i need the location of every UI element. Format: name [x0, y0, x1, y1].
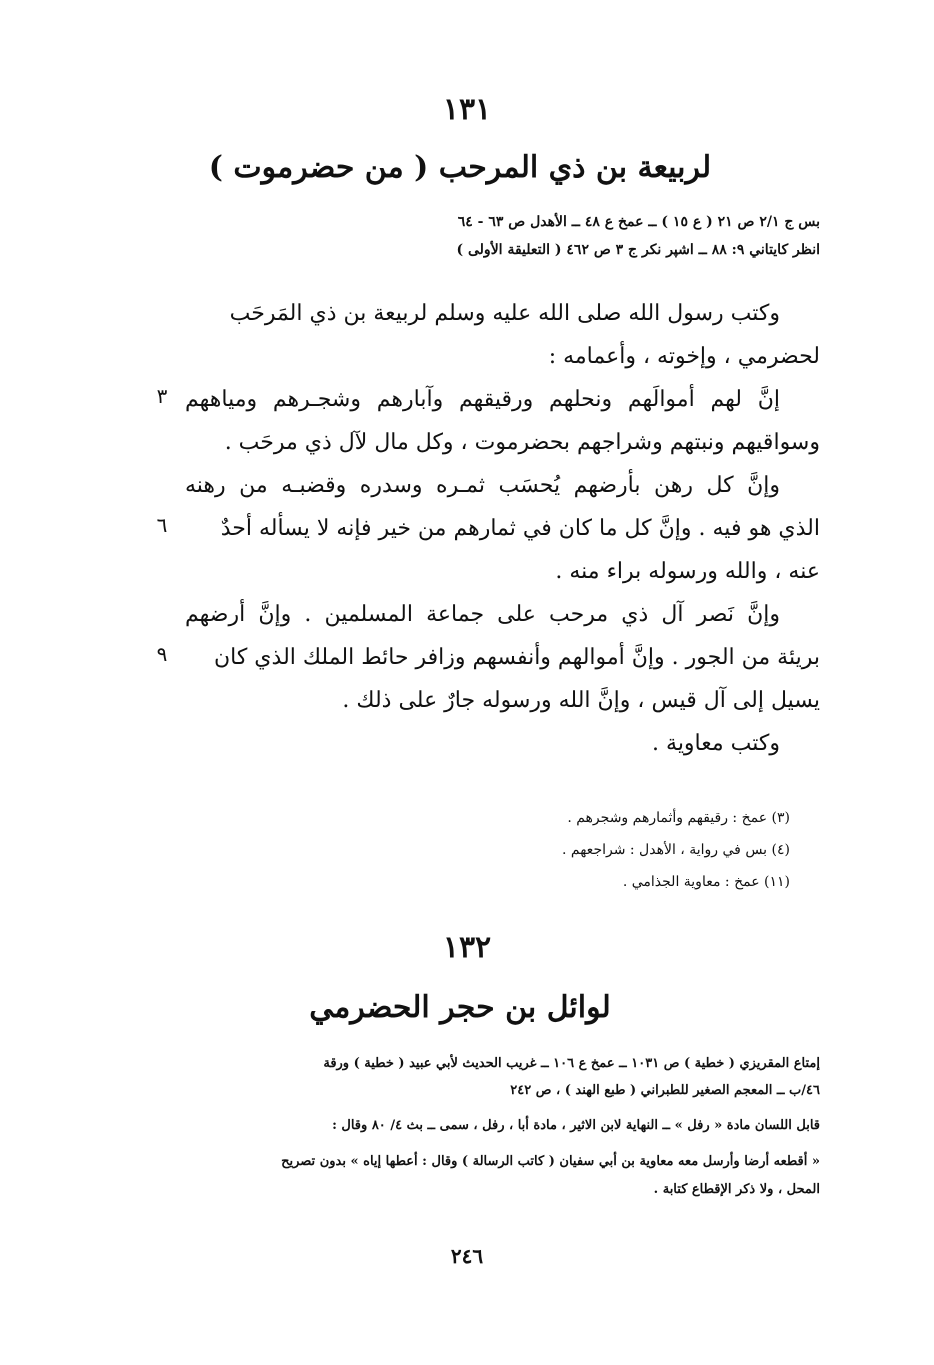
- body-line: وإنَّ نَصر آل ذي مرحب على جماعة المسلمين . وإنَّ أرضهم: [185, 602, 780, 627]
- sources-line: انظر كايتاني ٩: ٨٨ ــ اشپر نكر ج ٣ ص ٤٦٢ ( التعليقة الأولى ): [456, 242, 820, 258]
- body-line: لحضرمي ، وإخوته ، وأعمامه :: [548, 344, 820, 369]
- body-line: وكتب معاوية .: [652, 731, 780, 756]
- line-number: ٦: [156, 513, 168, 537]
- sources-line: ٤٦/ب ــ المعجم الصغير للطبراني ( طبع الهند ) ، ص ٢٤٢: [510, 1083, 820, 1098]
- body-line: وكتب رسول الله صلى الله عليه وسلم لربيعة بن ذي المَرحَب: [229, 301, 780, 326]
- sources-line: إمتاع المقريزي ( خطية ) ص ١٠٣١ ــ عمخ ع ١٠٦ ــ غريب الحديث لأبي عبيد ( خطية ) ورقة: [323, 1056, 820, 1071]
- line-number: ٩: [156, 642, 168, 666]
- footnote: (٤) بس في رواية ، الأهدل : شراجعهم .: [562, 842, 790, 858]
- body-line: الذي هو فيه . وإنَّ كل ما كان في ثمارهم من خير فإنه لا يسأله أحدٌ: [220, 516, 820, 541]
- entry-title-131: لربيعة بن ذي المرحب ( من حضرموت ): [208, 150, 712, 185]
- entry-title-132: لوائل بن حجر الحضرمي: [309, 990, 611, 1025]
- body-line: بريئة من الجور . وإنَّ أموالهم وأنفسهم وزافر حائط الملك الذي كان: [213, 645, 820, 670]
- sources-line: قابل اللسان مادة « رفل » ــ النهاية لابن الاثير ، مادة أبا ، رفل ، سمى ــ بث ٤/ ٨٠ وقال :: [332, 1118, 820, 1133]
- body-line: عنه ، والله ورسوله براء منه .: [555, 559, 820, 584]
- entry-number-131: ١٣١: [442, 92, 492, 127]
- sources-line: المحل ، ولا ذكر الإقطاع كتابة .: [653, 1182, 820, 1197]
- body-line: يسيل إلى آل قيس ، وإنَّ الله ورسوله جارٌ على ذلك .: [342, 688, 820, 713]
- page-number: ٢٤٦: [450, 1244, 484, 1268]
- sources-line: بس ج ٢/١ ص ٢١ ( ع ١٥ ) ــ عمخ ع ٤٨ ــ الأهدل ص ٦٣ - ٦٤: [457, 214, 820, 230]
- footnote: (٣) عمخ : رقيقهم وأثمارهم وشجرهم .: [567, 810, 790, 826]
- footnote: (١١) عمخ : معاوية الجذامي .: [622, 874, 790, 890]
- body-line: وإنَّ كل رهن بأرضهم يُحسَب ثمـره وسدره وقضبـه من رهنه: [185, 473, 780, 498]
- entry-number-132: ١٣٢: [442, 930, 492, 965]
- body-line: إنَّ لهم أموالَهم ونحلهم ورقيقهم وآبارهم وشجـرهم ومياههم: [185, 387, 780, 412]
- body-line: وسواقيهم ونبتهم وشراجهم بحضرموت ، وكل مال لآل ذي مرحَب .: [224, 430, 820, 455]
- sources-line: « أقطعه أرضا وأرسل معه معاوية بن أبي سفيان ( كاتب الرسالة ) وقال : أعطها إياه » بدون تصريح: [281, 1154, 820, 1169]
- line-number: ٣: [156, 384, 168, 408]
